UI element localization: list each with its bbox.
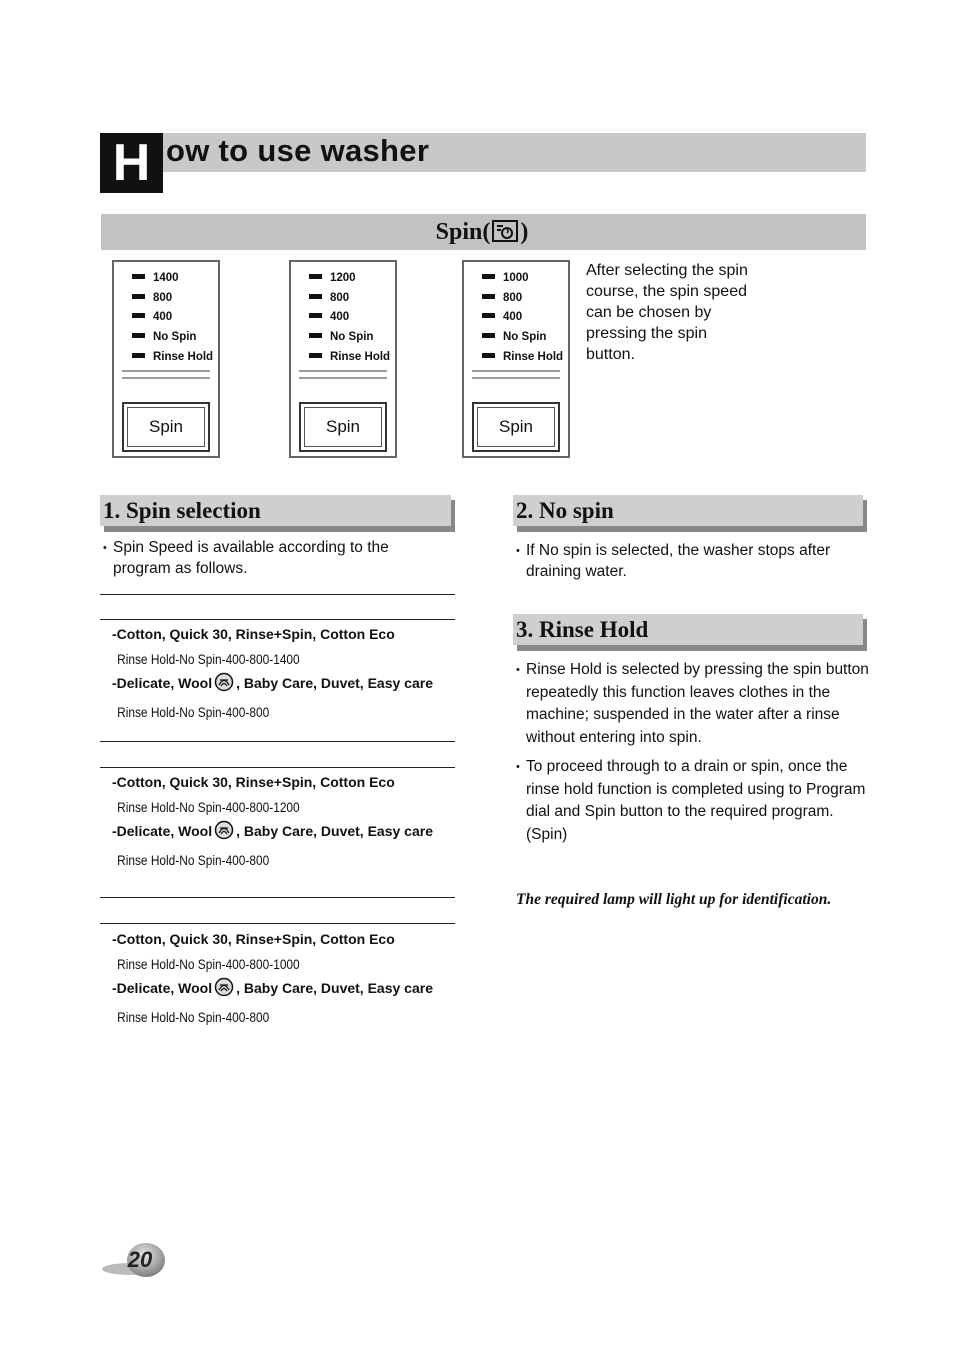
spin-section-title: [0, 214, 964, 253]
divider: [100, 619, 455, 620]
header-initial-letter: H: [100, 133, 163, 193]
spin-selection-heading: 1. Spin selection: [100, 495, 451, 526]
speed-indicator: 400: [309, 309, 390, 329]
spin-button[interactable]: Spin: [472, 402, 560, 452]
program-group-1400: [112, 622, 462, 724]
program-line: -Cotton, Quick 30, Rinse+Spin, Cotton Eco: [112, 931, 395, 947]
program-line: -Delicate, Wool , Baby Care, Duvet, Easy care: [112, 976, 462, 1005]
speed-indicator: Rinse Hold: [309, 349, 390, 369]
speed-indicator: 800: [132, 290, 213, 310]
speed-sequence: Rinse Hold-No Spin-400-800-1000: [117, 955, 300, 972]
panel-divider: [299, 370, 387, 379]
speed-indicator: 400: [132, 309, 213, 329]
led-icon: [482, 313, 495, 318]
speed-indicator: No Spin: [482, 329, 563, 349]
speed-indicator: 1200: [309, 270, 390, 290]
program-line: -Cotton, Quick 30, Rinse+Spin, Cotton Eco: [112, 626, 395, 642]
program-line: -Delicate, Wool , Baby Care, Duvet, Easy care: [112, 671, 462, 700]
led-icon: [309, 294, 322, 299]
speed-indicator: 800: [309, 290, 390, 310]
spin-button[interactable]: Spin: [122, 402, 210, 452]
divider: [100, 897, 455, 898]
program-group-1200: [112, 770, 462, 872]
spin-selection-text: • Spin Speed is available according to the program as follows.: [103, 538, 433, 579]
speed-sequence: Rinse Hold-No Spin-400-800: [117, 851, 270, 868]
led-icon: [309, 353, 322, 358]
panel-divider: [472, 370, 560, 379]
spin-title-prefix: Spin(: [435, 219, 491, 245]
speed-indicator: Rinse Hold: [482, 349, 563, 369]
speed-sequence: Rinse Hold-No Spin-400-800-1400: [117, 650, 300, 667]
led-icon: [482, 274, 495, 279]
speed-indicator: 1000: [482, 270, 563, 290]
spin-panel-1400: [112, 260, 220, 458]
speed-indicator: Rinse Hold: [132, 349, 213, 369]
led-icon: [132, 313, 145, 318]
wool-icon: [214, 672, 234, 700]
divider: [100, 923, 455, 924]
speed-indicator: No Spin: [309, 329, 390, 349]
rinse-hold-text: • Rinse Hold is selected by pressing the spin button repeatedly this function leaves clothes in the machine; suspended in the water after a rinse without entering into spin. • To proceed through to a drain or spin, once the rinse hold function is completed using to Program dial and Spin button to the required program. (Spin): [516, 659, 871, 846]
spin-button[interactable]: Spin: [299, 402, 387, 452]
led-icon: [309, 333, 322, 338]
spin-speed-list: [309, 270, 390, 368]
spin-icon: [492, 217, 518, 253]
program-group-1000: [112, 927, 462, 1029]
speed-indicator: No Spin: [132, 329, 213, 349]
panel-divider: [122, 370, 210, 379]
led-icon: [309, 274, 322, 279]
led-icon: [132, 294, 145, 299]
page-title: ow to use washer: [166, 133, 430, 168]
led-icon: [482, 353, 495, 358]
wool-icon: [214, 820, 234, 848]
spin-title-suffix: ): [520, 219, 529, 245]
spin-panel-1000: [462, 260, 570, 458]
spin-speed-list: [482, 270, 563, 368]
divider: [100, 741, 455, 742]
led-icon: [132, 353, 145, 358]
program-line: -Delicate, Wool , Baby Care, Duvet, Easy care: [112, 819, 462, 848]
speed-sequence: Rinse Hold-No Spin-400-800-1200: [117, 798, 300, 815]
speed-indicator: 400: [482, 309, 563, 329]
led-icon: [132, 333, 145, 338]
speed-indicator: 1400: [132, 270, 213, 290]
divider: [100, 594, 455, 595]
intro-text: After selecting the spin course, the spin speed can be chosen by pressing the spin button.: [586, 262, 748, 363]
speed-sequence: Rinse Hold-No Spin-400-800: [117, 703, 270, 720]
no-spin-text: • If No spin is selected, the washer stops after draining water.: [516, 541, 861, 582]
led-icon: [132, 274, 145, 279]
divider: [100, 767, 455, 768]
led-icon: [309, 313, 322, 318]
page-number: 20: [127, 1247, 153, 1272]
spin-speed-list: [132, 270, 213, 368]
led-icon: [482, 333, 495, 338]
rinse-hold-heading: 3. Rinse Hold: [513, 614, 863, 645]
wool-icon: [214, 977, 234, 1005]
speed-sequence: Rinse Hold-No Spin-400-800: [117, 1008, 270, 1025]
spin-panel-1200: [289, 260, 397, 458]
no-spin-heading: 2. No spin: [513, 495, 863, 526]
led-icon: [482, 294, 495, 299]
lamp-note: The required lamp will light up for identification.: [516, 891, 832, 908]
program-line: -Cotton, Quick 30, Rinse+Spin, Cotton Eco: [112, 774, 395, 790]
speed-indicator: 800: [482, 290, 563, 310]
